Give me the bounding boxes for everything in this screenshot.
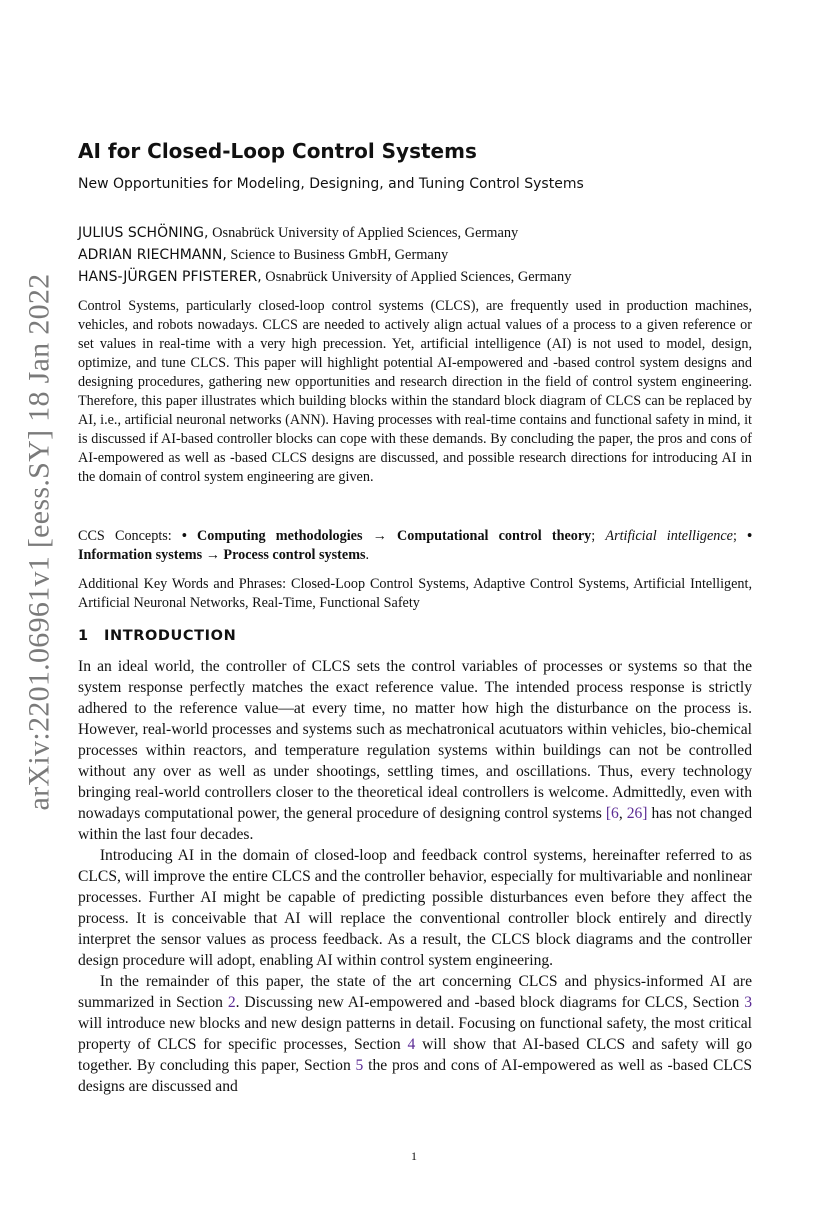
author-affiliation: Osnabrück University of Applied Sciences, Germany <box>212 225 519 241</box>
author-affiliation: Osnabrück University of Applied Sciences, Germany <box>265 269 572 285</box>
paragraph-text: the pros and cons of AI-empowered as well as -based CLCS designs are discussed and <box>78 1057 752 1095</box>
author-list <box>78 222 752 288</box>
paper-subtitle: New Opportunities for Modeling, Designing, and Tuning Control Systems <box>78 176 584 192</box>
paragraph-text: In an ideal world, the controller of CLCS sets the control variables of processes or systems so that the system response perfectly matches the exact reference value. The intended process response is strictly adhered to the reference value—at every time, no matter how high the disturbance on the process is. However, real-world processes and systems such as mechatronical acutuators within vehicles, bio-chemical processes within reactors, and temperature regulation systems within buildings can not be controlled without any over as well as under shootings, settling times, and oscillations. Thus, every technology bringing real-world controllers closer to the theoretical ideal controllers is welcome. Admittedly, even with nowadays computational power, the general procedure of designing control systems <box>78 658 752 822</box>
section-link-3[interactable]: 3 <box>744 994 752 1011</box>
author-name: ADRIAN RIECHMANN, <box>78 247 227 263</box>
author-3 <box>78 266 752 288</box>
ccs-separator: ; <box>732 528 737 544</box>
paragraph-2: Introducing AI in the domain of closed-loop and feedback control systems, hereinafter referred to as CLCS, will improve the entire CLCS and the controller behavior, especially for multivariable and nonlinear processes. Further AI might be capable of predicting possible disturbances even before they affect the process. It is conceivable that AI will replace the conventional controller block entirely and directly interpret the sensor values as process feedback. As a result, the CLCS block diagrams and the controller design procedure will adopt, enabling AI within control system engineering. <box>78 847 752 969</box>
paragraph-text: will show that AI-based CLCS and safety will go together. By concluding this paper, Section <box>78 1036 753 1074</box>
author-affiliation: Science to Business GmbH, Germany <box>230 247 449 263</box>
paper-title: AI for Closed-Loop Control Systems <box>78 139 477 163</box>
citation-separator: , <box>618 805 627 822</box>
section-link-4[interactable]: 4 <box>407 1036 416 1053</box>
ccs-term: Computing methodologies <box>197 528 363 544</box>
ccs-separator: . <box>365 547 370 563</box>
ccs-term: Process control systems <box>223 547 366 563</box>
ccs-separator: ; <box>591 528 596 544</box>
citation-bracket: ] <box>642 805 648 822</box>
arxiv-stamp-text: arXiv:2201.06961v1 [eess.SY] 18 Jan 2022 <box>22 273 56 811</box>
citation-link-6[interactable]: 6 <box>611 805 619 822</box>
author-1 <box>78 222 752 244</box>
ccs-concepts <box>78 527 752 565</box>
paragraph-text: . Discussing new AI-empowered and -based block diagrams for CLCS, Section <box>235 994 745 1011</box>
ccs-bullet: • <box>181 528 187 544</box>
paragraph-text: has not changed within the last four decades. <box>78 805 753 843</box>
section-title: INTRODUCTION <box>104 628 237 644</box>
section-link-2[interactable]: 2 <box>227 994 236 1011</box>
ccs-term: Information systems <box>78 547 203 563</box>
ccs-bullet: • <box>747 528 753 544</box>
section-link-5[interactable]: 5 <box>355 1057 364 1074</box>
ccs-term: Computational control theory <box>397 528 592 544</box>
introduction-body <box>78 656 752 1097</box>
keywords <box>78 575 752 613</box>
ccs-term: Artificial intelligence <box>605 528 733 544</box>
ccs-arrow: → <box>205 547 220 563</box>
paragraph-3 <box>78 971 752 1097</box>
section-heading <box>78 628 236 644</box>
paragraph-text: In the remainder of this paper, the state of the art concerning CLCS and physics-informed AI are summarized in Section <box>78 973 752 1011</box>
arxiv-stamp <box>18 236 60 848</box>
ccs-label: CCS Concepts: <box>78 528 172 544</box>
keywords-text: Closed-Loop Control Systems, Adaptive Control Systems, Artificial Intelligent, Artificial Neuronal Networks, Real-Time, Functional Safety <box>78 576 752 611</box>
author-name: HANS-JÜRGEN PFISTERER, <box>78 269 262 285</box>
author-name: JULIUS SCHÖNING, <box>78 225 209 241</box>
citation-bracket: [ <box>605 805 612 822</box>
keywords-label: Additional Key Words and Phrases: <box>78 576 287 592</box>
page-number: 1 <box>411 1149 417 1163</box>
ccs-arrow: → <box>372 528 387 544</box>
paragraph-1 <box>78 656 752 845</box>
section-number: 1 <box>78 628 89 644</box>
citation-link-26[interactable]: 26 <box>626 805 643 822</box>
author-2 <box>78 244 752 266</box>
paragraph-text: will introduce new blocks and new design patterns in detail. Focusing on functional safety, the most critical property of CLCS for specific processes, Section <box>78 1015 752 1053</box>
abstract: Control Systems, particularly closed-loop control systems (CLCS), are frequently used in production machines, vehicles, and robots nowadays. CLCS are needed to actively align actual values of a process to a given reference or set values in real-time with a very high precession. Yet, artificial intelligence (AI) is not used to model, design, optimize, and tune CLCS. This paper will highlight potential AI-empowered and -based control system designs and designing procedures, gathering new opportunities and research direction in the field of control system engineering. Therefore, this paper illustrates which building blocks within the standard block diagram of CLCS can be replaced by AI, i.e., artificial neuronal networks (ANN). Having processes with real-time contains and functional safety in mind, it is discussed if AI-based controller blocks can cope with these demands. By concluding the paper, the pros and cons of AI-empowered as well as -based CLCS designs are discussed, and possible research directions for introducing AI in the domain of control system engineering are given. <box>78 298 752 485</box>
